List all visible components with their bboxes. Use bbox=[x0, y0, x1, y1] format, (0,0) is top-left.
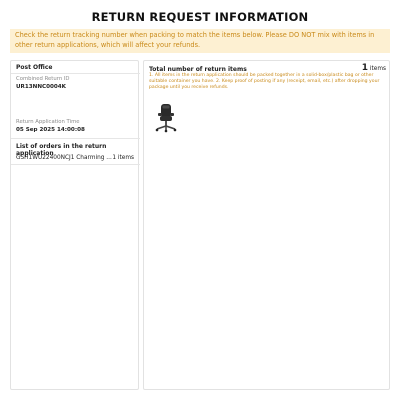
warning-text: Check the return tracking number when packing to match the items below. Please DO NOT mix with items in other return applications, which will affect your refunds. bbox=[15, 31, 375, 49]
carrier-name: Post Office bbox=[16, 64, 53, 71]
total-items-count bbox=[362, 63, 386, 73]
order-row[interactable] bbox=[16, 155, 134, 161]
office-chair-icon[interactable] bbox=[153, 102, 179, 134]
packing-instructions: 1. All items in the return application should be packed together in a solid-box/plastic bag or other suitable container you have. 2. Keep proof of posting if any (receipt, email, etc.) after dropping your package until you receive refunds. bbox=[149, 73, 380, 90]
warning-banner bbox=[10, 29, 390, 53]
divider bbox=[11, 73, 140, 74]
application-time-value: 05 Sep 2025 14:00:08 bbox=[16, 127, 85, 133]
order-name[interactable]: GSH1WU22400NCJ1 Charming ... bbox=[16, 155, 112, 161]
order-item-count: 1 items bbox=[112, 155, 134, 161]
total-items-unit: items bbox=[369, 66, 386, 72]
application-time-label: Return Application Time bbox=[16, 119, 80, 125]
orders-list-title: List of orders in the return application bbox=[16, 143, 107, 157]
divider bbox=[11, 138, 140, 139]
total-items-label: Total number of return items bbox=[149, 66, 247, 73]
return-items-panel bbox=[143, 60, 390, 390]
divider bbox=[11, 164, 140, 165]
page-title: RETURN REQUEST INFORMATION bbox=[91, 10, 309, 24]
total-items-header bbox=[149, 63, 386, 73]
total-items-number: 1 bbox=[361, 63, 369, 73]
combined-id-value: UR13NNC0004K bbox=[16, 84, 67, 90]
return-details-panel bbox=[10, 60, 139, 390]
combined-id-label: Combined Return ID bbox=[16, 76, 70, 82]
office-chair-icon bbox=[153, 102, 179, 134]
